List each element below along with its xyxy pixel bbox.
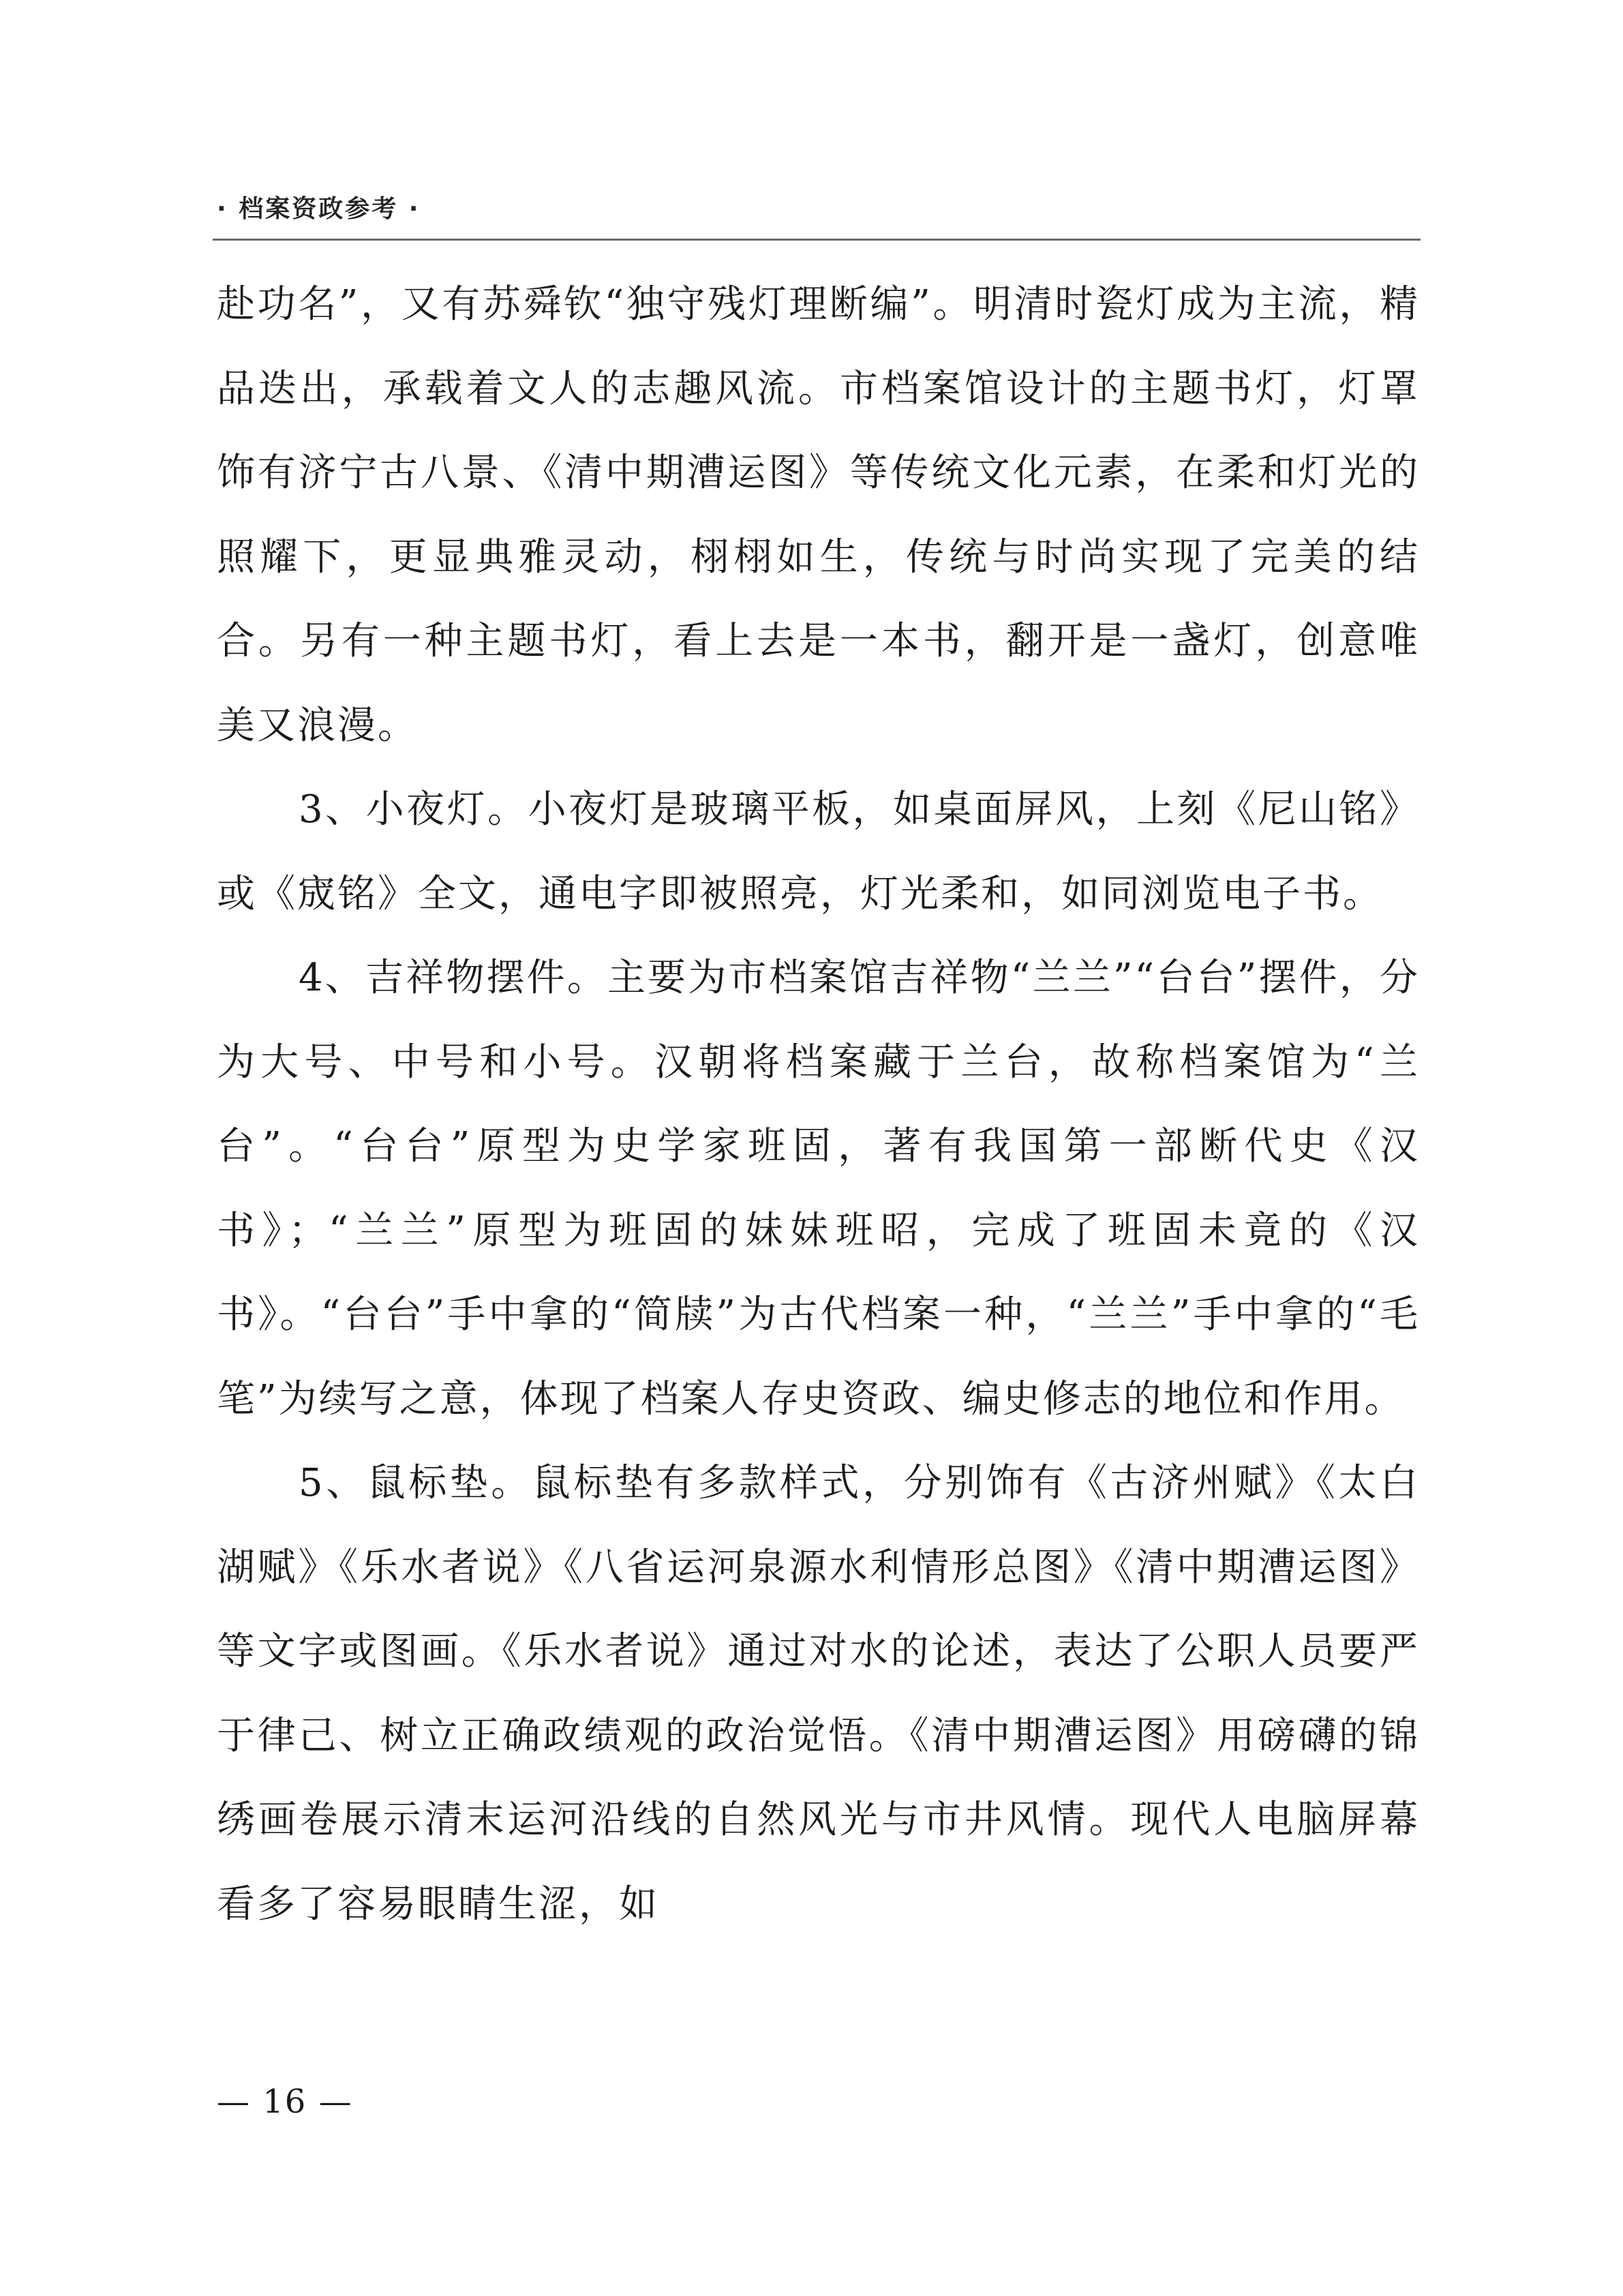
page-number: — 16 —	[217, 2083, 353, 2121]
document-body	[217, 262, 1420, 1946]
paragraph-mascot-ornament: 4、吉祥物摆件。主要为市档案馆吉祥物“兰兰”“台台”摆件，分为大号、中号和小号。汉朝将档案藏于兰台，故称档案馆为“兰台”。“台台”原型为史学家班固，著有我国第一部断代史《汉书》；“兰兰”原型为班固的妹妹班昭，完成了班固未竟的《汉书》。“台台”手中拿的“简牍”为古代档案一种，“兰兰”手中拿的“毛笔”为续写之意，体现了档案人存史资政、编史修志的地位和作用。	[217, 956, 1420, 1421]
paragraph-continuation: 赴功名”，又有苏舜钦“独守残灯理断编”。明清时瓷灯成为主流，精品迭出，承载着文人的志趣风流。市档案馆设计的主题书灯，灯罩饰有济宁古八景、《清中期漕运图》等传统文化元素，在柔和灯光的照耀下，更显典雅灵动，栩栩如生，传统与时尚实现了完美的结合。另有一种主题书灯，看上去是一本书，翻开是一盏灯，创意唯美又浪漫。	[217, 282, 1420, 748]
paragraph-night-light: 3、小夜灯。小夜灯是玻璃平板，如桌面屏风，上刻《尼山铭》或《宬铭》全文，通电字即被照亮，灯光柔和，如同浏览电子书。	[217, 787, 1420, 916]
page-header-title: · 档案资政参考 ·	[217, 195, 421, 223]
paragraph-mouse-pad: 5、鼠标垫。鼠标垫有多款样式，分别饰有《古济州赋》《太白湖赋》《乐水者说》《八省运河泉源水利情形总图》《清中期漕运图》等文字或图画。《乐水者说》通过对水的论述，表达了公职人员要严于律己、树立正确政绩观的政治觉悟。《清中期漕运图》用磅礴的锦绣画卷展示清末运河沿线的自然风光与市井风情。现代人电脑屏幕看多了容易眼睛生涩，如	[217, 1461, 1420, 1927]
header-divider	[213, 239, 1421, 241]
